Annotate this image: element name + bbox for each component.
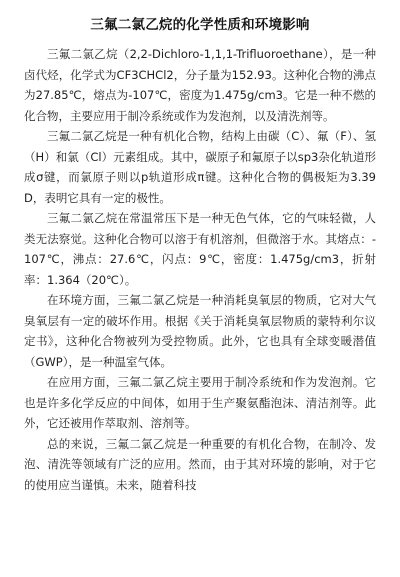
paragraph-environment: 在环境方面，三氟二氯乙烷是一种消耗臭氧层的物质，它对大气臭氧层有一定的破坏作用。根据《关于消耗臭氧层物质的蒙特利尔议定书》，这种化合物被列为受控物质。此外，它也具有全球变暖潜值（GWP），是一种温室气体。: [24, 293, 376, 369]
paragraph-structure: 三氟二氯乙烷是一种有机化合物，结构上由碳（C）、氟（F）、氢（H）和氯（Cl）元素组成。其中，碳原子和氟原子以sp3杂化轨道形成σ键，而氯原子则以p轨道形成π键。这种化合物的偶极矩为3.39D，表明它具有一定的极性。: [24, 129, 376, 205]
paragraph-intro: 三氟二氯乙烷（2,2-Dichloro-1,1,1-Trifluoroethane），是一种卤代烃，化学式为CF3CHCl2，分子量为152.93。这种化合物的沸点为27.85℃，熔点为-107℃，密度为1.475g/cm3。它是一种不燃的化合物，主要应用于制冷系统或作为发泡剂，以及清洗剂等。: [24, 47, 376, 123]
paragraph-summary: 总的来说，三氟二氯乙烷是一种重要的有机化合物，在制冷、发泡、清洗等领域有广泛的应用。然而，由于其对环境的影响，对于它的使用应当谨慎。未来，随着科技: [24, 436, 376, 492]
paragraph-applications: 在应用方面，三氟二氯乙烷主要用于制冷系统和作为发泡剂。它也是许多化学反应的中间体，如用于生产聚氨酯泡沫、清洁剂等。此外，它还被用作萃取剂、溶剂等。: [24, 375, 376, 430]
paragraph-physical-properties: 三氟二氯乙烷在常温常压下是一种无色气体，它的气味轻微，人类无法察觉。这种化合物可以溶于有机溶剂，但微溶于水。其熔点：-107℃，沸点：27.6℃，闪点：9℃，密度：1.475g/cm3，折射率：1.364（20℃）。: [24, 211, 376, 287]
document-body: [24, 44, 376, 495]
document-title: 三氟二氯乙烷的化学性质和环境影响: [90, 17, 310, 33]
